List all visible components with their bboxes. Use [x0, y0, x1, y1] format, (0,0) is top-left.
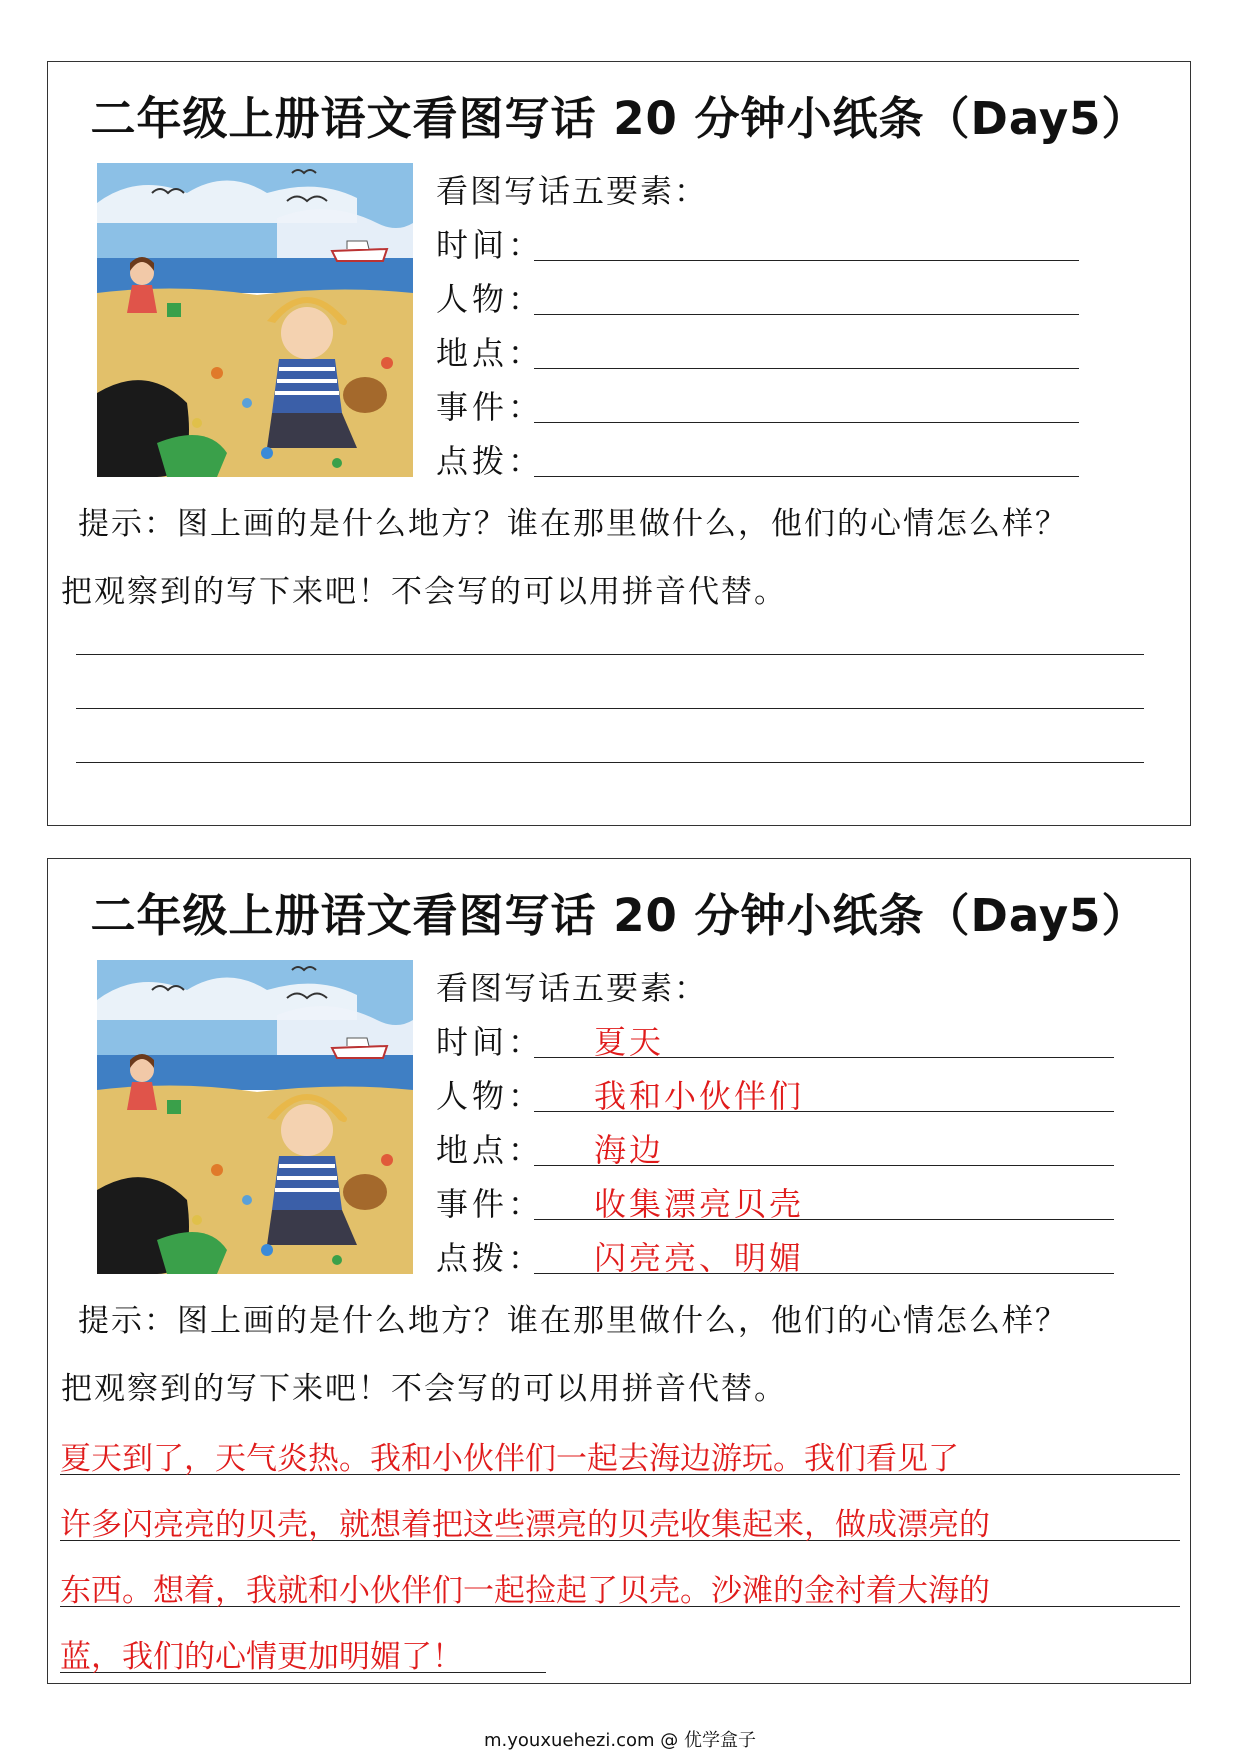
card-title: 二年级上册语文看图写话 20 分钟小纸条（Day5）: [90, 92, 1148, 145]
element-label: 事件：: [436, 388, 545, 426]
answer-line[interactable]: [534, 1165, 1114, 1166]
essay-line: 东西。想着，我就和小伙伴们一起捡起了贝壳。沙滩的金衬着大海的: [60, 1559, 1180, 1607]
worksheet-card-blank: [47, 61, 1191, 826]
hint-text-2: 把观察到的写下来吧！不会写的可以用拼音代替。: [61, 1371, 787, 1407]
element-answer: 收集漂亮贝壳: [594, 1185, 805, 1223]
element-label: 人物：: [436, 280, 545, 318]
element-label: 人物：: [436, 1077, 545, 1115]
essay-line: 夏天到了，天气炎热。我和小伙伴们一起去海边游玩。我们看见了: [60, 1427, 1180, 1475]
writing-line[interactable]: [76, 654, 1144, 655]
answer-line[interactable]: [534, 422, 1079, 423]
element-row-tip: [436, 1227, 1136, 1277]
element-label: 时间：: [436, 226, 545, 264]
beach-illustration: [97, 960, 413, 1274]
answer-line[interactable]: [534, 476, 1079, 477]
answer-line[interactable]: [534, 1057, 1114, 1058]
answer-line[interactable]: [534, 368, 1079, 369]
hint-text: 提示：图上画的是什么地方？谁在那里做什么，他们的心情怎么样？: [78, 506, 1068, 542]
writing-line[interactable]: [76, 708, 1144, 709]
element-answer: 夏天: [594, 1023, 665, 1061]
essay-line: 许多闪亮亮的贝壳，就想着把这些漂亮的贝壳收集起来，做成漂亮的: [60, 1493, 1180, 1541]
worksheet-card-answers: [47, 858, 1191, 1684]
element-row-time: [436, 1011, 1136, 1061]
element-row-event: [436, 376, 1136, 426]
hint-text-2: 把观察到的写下来吧！不会写的可以用拼音代替。: [61, 574, 787, 610]
elements-heading: 看图写话五要素：: [436, 969, 709, 1007]
element-label: 地点：: [436, 1131, 545, 1169]
card-title: 二年级上册语文看图写话 20 分钟小纸条（Day5）: [90, 889, 1148, 942]
element-label: 点拨：: [436, 442, 545, 480]
answer-line[interactable]: [534, 1111, 1114, 1112]
element-label: 事件：: [436, 1185, 545, 1223]
element-label: 点拨：: [436, 1239, 545, 1277]
element-row-place: [436, 322, 1136, 372]
hint-text: 提示：图上画的是什么地方？谁在那里做什么，他们的心情怎么样？: [78, 1303, 1068, 1339]
beach-illustration: [97, 163, 413, 477]
answer-line[interactable]: [534, 314, 1079, 315]
element-answer: 我和小伙伴们: [594, 1077, 805, 1115]
element-row-people: [436, 268, 1136, 318]
element-row-time: [436, 214, 1136, 264]
element-row-tip: [436, 430, 1136, 480]
answer-line[interactable]: [534, 260, 1079, 261]
answer-line[interactable]: [534, 1273, 1114, 1274]
element-label: 时间：: [436, 1023, 545, 1061]
element-label: 地点：: [436, 334, 545, 372]
answer-line[interactable]: [534, 1219, 1114, 1220]
elements-heading: 看图写话五要素：: [436, 172, 709, 210]
writing-line[interactable]: [76, 762, 1144, 763]
essay-line: 蓝，我们的心情更加明媚了！: [60, 1625, 546, 1673]
element-row-event: [436, 1173, 1136, 1223]
element-row-place: [436, 1119, 1136, 1169]
element-answer: 闪亮亮、明媚: [594, 1239, 805, 1277]
element-row-people: [436, 1065, 1136, 1115]
footer-source: m.youxuehezi.com @ 优学盒子: [483, 1730, 756, 1751]
element-answer: 海边: [594, 1131, 665, 1169]
